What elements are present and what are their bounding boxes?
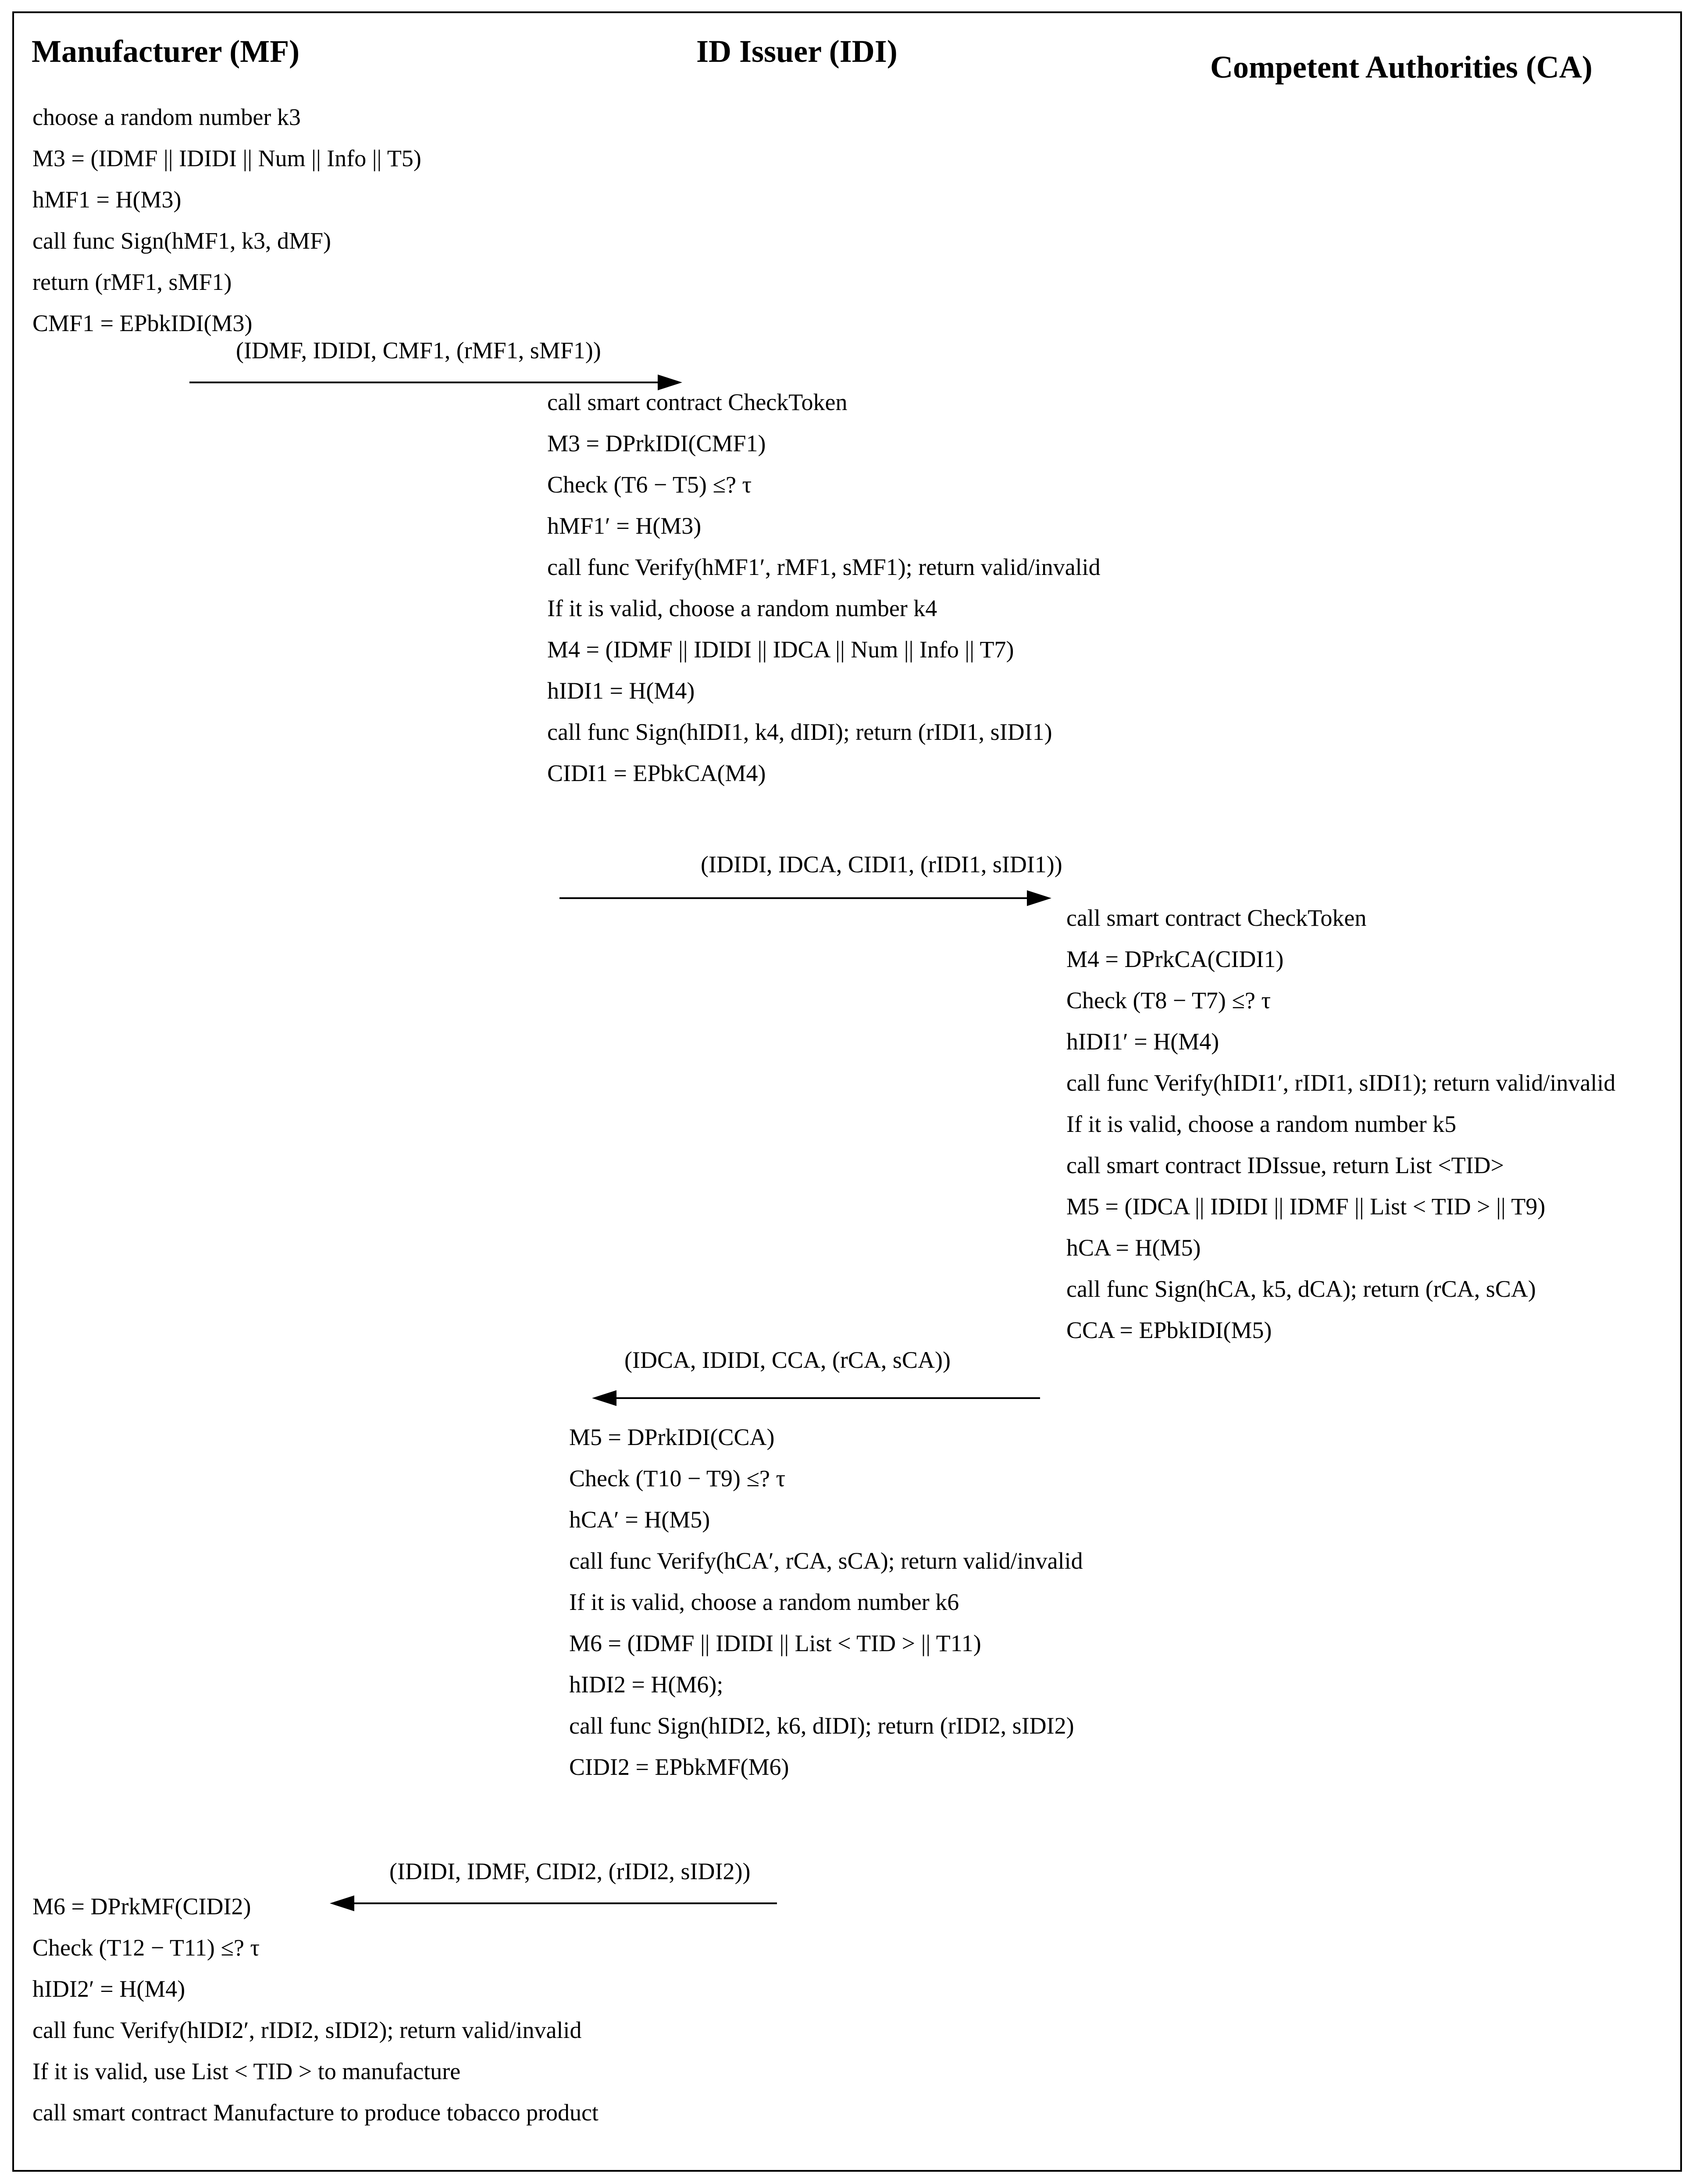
step-line: call func Verify(hMF1′, rMF1, sMF1); return valid/invalid (547, 554, 1101, 580)
header-id-issuer: ID Issuer (IDI) (696, 34, 898, 69)
step-line: M4 = DPrkCA(CIDI1) (1066, 946, 1284, 972)
step-line: M5 = DPrkIDI(CCA) (569, 1424, 775, 1450)
step-line: Check (T12 − T11) ≤? τ (32, 1934, 260, 1961)
message-mf-to-idi: (IDMF, IDIDI, CMF1, (rMF1, sMF1)) (236, 337, 601, 364)
step-line: If it is valid, choose a random number k4 (547, 595, 937, 621)
step-line: hMF1 = H(M3) (32, 186, 182, 213)
step-line: call func Sign(hMF1, k3, dMF) (32, 228, 331, 254)
step-line: hCA′ = H(M5) (569, 1506, 710, 1533)
header-manufacturer: Manufacturer (MF) (32, 34, 300, 69)
header-competent-authorities: Competent Authorities (CA) (1210, 50, 1593, 85)
arrow-ca-to-idi (592, 1390, 1040, 1406)
step-line: M3 = (IDMF || IDIDI || Num || Info || T5) (32, 145, 421, 171)
step-line: M6 = (IDMF || IDIDI || List < TID > || T11) (569, 1630, 981, 1656)
step-line: Check (T6 − T5) ≤? τ (547, 471, 752, 498)
step-line: return (rMF1, sMF1) (32, 269, 232, 295)
step-line: M4 = (IDMF || IDIDI || IDCA || Num || Info || T7) (547, 636, 1014, 663)
step-line: call func Verify(hIDI2′, rIDI2, sIDI2); return valid/invalid (32, 2017, 582, 2043)
message-idi-to-ca: (IDIDI, IDCA, CIDI1, (rIDI1, sIDI1)) (701, 851, 1062, 878)
step-line: hIDI2 = H(M6); (569, 1671, 723, 1698)
step-line: CIDI2 = EPbkMF(M6) (569, 1754, 789, 1780)
step-line: hIDI1′ = H(M4) (1066, 1028, 1219, 1055)
arrow-idi-to-mf (330, 1895, 777, 1911)
step-line: call smart contract CheckToken (547, 389, 848, 415)
step-line: call smart contract IDIssue, return List <TID> (1066, 1152, 1504, 1178)
step-line: call func Verify(hCA′, rCA, sCA); return valid/invalid (569, 1548, 1083, 1574)
step-line: If it is valid, choose a random number k6 (569, 1589, 959, 1615)
step-line: CCA = EPbkIDI(M5) (1066, 1317, 1272, 1343)
step-line: call func Sign(hIDI2, k6, dIDI); return (rIDI2, sIDI2) (569, 1713, 1074, 1739)
step-line: If it is valid, choose a random number k5 (1066, 1111, 1457, 1137)
step-line: M3 = DPrkIDI(CMF1) (547, 430, 766, 457)
step-line: CMF1 = EPbkIDI(M3) (32, 310, 253, 336)
step-line: Check (T10 − T9) ≤? τ (569, 1465, 786, 1492)
step-line: call func Sign(hIDI1, k4, dIDI); return (rIDI1, sIDI1) (547, 719, 1052, 745)
step-line: M6 = DPrkMF(CIDI2) (32, 1893, 251, 1920)
step-line: M5 = (IDCA || IDIDI || IDMF || List < TID > || T9) (1066, 1193, 1546, 1220)
step-line: call func Sign(hCA, k5, dCA); return (rCA, sCA) (1066, 1276, 1536, 1302)
step-line: If it is valid, use List < TID > to manufacture (32, 2058, 461, 2084)
step-line: hIDI2′ = H(M4) (32, 1976, 185, 2002)
message-idi-to-mf: (IDIDI, IDMF, CIDI2, (rIDI2, sIDI2)) (389, 1858, 751, 1884)
step-line: CIDI1 = EPbkCA(M4) (547, 760, 766, 786)
step-line: hIDI1 = H(M4) (547, 678, 695, 704)
step-line: call smart contract CheckToken (1066, 905, 1367, 931)
arrow-mf-to-idi (189, 375, 682, 390)
message-ca-to-idi: (IDCA, IDIDI, CCA, (rCA, sCA)) (624, 1347, 951, 1373)
arrow-idi-to-ca (559, 890, 1051, 906)
step-line: hCA = H(M5) (1066, 1235, 1201, 1261)
step-line: choose a random number k3 (32, 104, 301, 130)
step-line: call smart contract Manufacture to produce tobacco product (32, 2099, 599, 2126)
step-line: call func Verify(hIDI1′, rIDI1, sIDI1); return valid/invalid (1066, 1070, 1616, 1096)
step-line: Check (T8 − T7) ≤? τ (1066, 987, 1271, 1013)
step-line: hMF1′ = H(M3) (547, 513, 702, 539)
